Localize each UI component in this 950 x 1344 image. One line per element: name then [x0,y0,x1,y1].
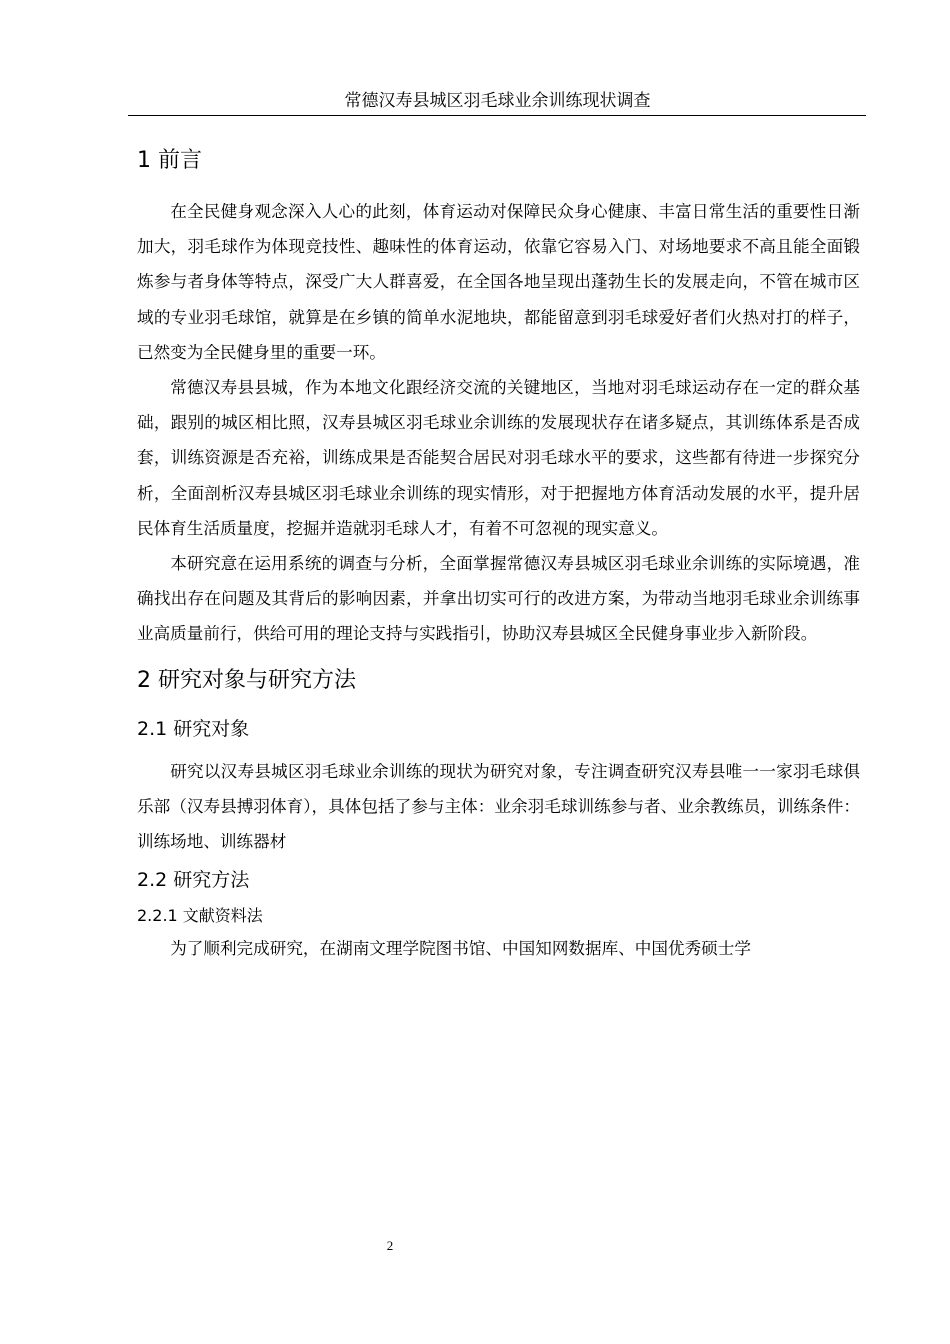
section-heading-1: 1 前言 [137,148,202,173]
paragraph: 为了顺利完成研究，在湖南文理学院图书馆、中国知网数据库、中国优秀硕士学 [170,939,751,959]
subsection-heading-2-1: 2.1 研究对象 [137,717,250,740]
page-number: 2 [386,1238,394,1253]
paragraph: 研究以汉寿县城区羽毛球业余训练的现状为研究对象，专注调查研究汉寿县唯一一家羽毛球俱乐部（汉寿县搏羽体育），具体包括了参与主体：业余羽毛球训练参与者、业余教练员，训练条件：训练场地、训练器材 [137,761,860,852]
subsection-heading-2-2: 2.2 研究方法 [137,869,250,892]
paragraph: 本研究意在运用系统的调查与分析，全面掌握常德汉寿县城区羽毛球业余训练的实际境遇，准确找出存在问题及其背后的影响因素，并拿出切实可行的改进方案，为带动当地羽毛球业余训练事业高质量前行，供给可用的理论支持与实践指引，协助汉寿县城区全民健身事业步入新阶段。 [137,554,860,644]
page-body [137,140,860,966]
header-divider [128,115,866,116]
paragraph: 常德汉寿县县城，作为本地文化跟经济交流的关键地区，当地对羽毛球运动存在一定的群众基础，跟别的城区相比照，汉寿县城区羽毛球业余训练的发展现状存在诸多疑点，其训练体系是否成套，训练资源是否充裕，训练成果是否能契合居民对羽毛球水平的要求，这些都有待进一步探究分析，全面剖析汉寿县城区羽毛球业余训练的现实情形，对于把握地方体育活动发展的水平，提升居民体育生活质量度，挖掘并造就羽毛球人才，有着不可忽视的现实意义。 [137,378,860,538]
running-header: 常德汉寿县城区羽毛球业余训练现状调查 [344,91,651,111]
subsubsection-heading-2-2-1: 2.2.1 文献资料法 [137,906,263,926]
section-heading-2: 2 研究对象与研究方法 [137,667,356,693]
paragraph: 在全民健身观念深入人心的此刻，体育运动对保障民众身心健康、丰富日常生活的重要性日渐加大，羽毛球作为体现竞技性、趣味性的体育运动，依靠它容易入门、对场地要求不高且能全面锻炼参与者身体等特点，深受广大人群喜爱，在全国各地呈现出蓬勃生长的发展走向，不管在城市区域的专业羽毛球馆，就算是在乡镇的简单水泥地块，都能留意到羽毛球爱好者们火热对打的样子，已然变为全民健身里的重要一环。 [137,202,860,362]
